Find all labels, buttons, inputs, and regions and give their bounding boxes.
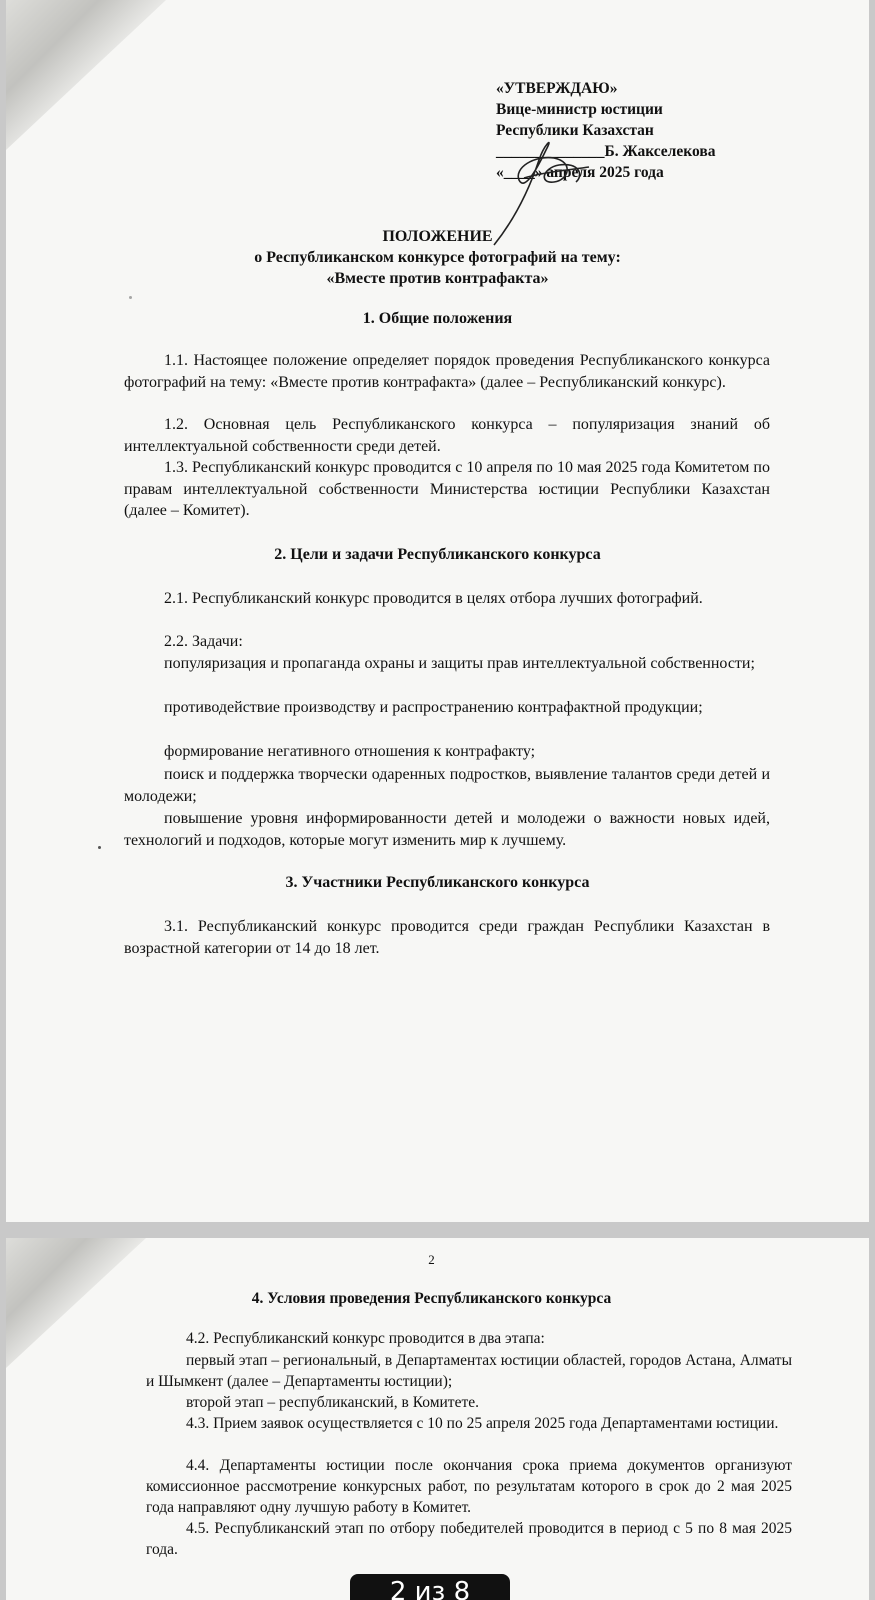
approval-country: Республики Казахстан xyxy=(496,122,654,139)
section-3-title: 3. Участники Республиканского конкурса xyxy=(285,874,590,891)
paragraph-1-2: 1.2. Основная цель Республиканского конкурса – популяризация знаний об интеллектуальной собственности среди детей. xyxy=(124,416,770,455)
scan-speck xyxy=(129,296,132,299)
task-item-1: популяризация и пропаганда охраны и защиты прав интеллектуальной собственности; xyxy=(164,655,755,672)
title-line-1: ПОЛОЖЕНИЕ xyxy=(382,228,493,245)
task-item-2: противодействие производству и распространению контрафактной продукции; xyxy=(164,699,703,716)
approval-date: «____» апреля 2025 года xyxy=(496,164,664,181)
page-fold-shadow xyxy=(6,0,166,150)
stage-item-1: первый этап – региональный, в Департаментах юстиции областей, городов Астана, Алматы и Шымкент (далее – Департаменты юстиции); xyxy=(146,1352,792,1390)
page-number: 2 xyxy=(428,1252,435,1267)
approval-position: Вице-министр юстиции xyxy=(496,101,663,118)
section-2-title: 2. Цели и задачи Республиканского конкурса xyxy=(274,546,601,563)
paragraph-4-3: 4.3. Прием заявок осуществляется с 10 по 25 апреля 2025 года Департаментами юстиции. xyxy=(186,1415,779,1432)
paragraph-1-1: 1.1. Настоящее положение определяет порядок проведения Республиканского конкурса фотографий на тему: «Вместе против контрафакта» (далее – Республиканский конкурс). xyxy=(124,352,770,391)
document-page-1 xyxy=(6,0,869,1222)
approval-heading: «УТВЕРЖДАЮ» xyxy=(496,80,618,97)
section-1-title: 1. Общие положения xyxy=(362,310,513,327)
scan-speck xyxy=(98,846,101,849)
title-line-3: «Вместе против контрафакта» xyxy=(326,270,549,287)
approval-signatory: ______________Б. Жакселекова xyxy=(496,143,716,160)
title-line-2: о Республиканском конкурсе фотографий на тему: xyxy=(254,249,621,266)
section-4-title: 4. Условия проведения Республиканского конкурса xyxy=(251,1290,612,1307)
task-item-3: формирование негативного отношения к контрафакту; xyxy=(164,743,536,760)
paragraph-1-3: 1.3. Республиканский конкурс проводится с 10 апреля по 10 мая 2025 года Комитетом по правам интеллектуальной собственности Министерства юстиции Республики Казахстан (далее – Комитет). xyxy=(124,459,770,519)
stage-item-2: второй этап – республиканский, в Комитете. xyxy=(186,1394,479,1411)
paragraph-4-2: 4.2. Республиканский конкурс проводится в два этапа: xyxy=(186,1330,545,1347)
paragraph-2-1: 2.1. Республиканский конкурс проводится в целях отбора лучших фотографий. xyxy=(164,590,703,607)
paragraph-2-2: 2.2. Задачи: xyxy=(164,633,243,650)
paragraph-4-5: 4.5. Республиканский этап по отбору победителей проводится в период с 5 по 8 мая 2025 года. xyxy=(146,1520,792,1558)
paragraph-3-1: 3.1. Республиканский конкурс проводится среди граждан Республики Казахстан в возрастной категории от 14 до 18 лет. xyxy=(124,918,770,957)
paragraph-4-4: 4.4. Департаменты юстиции после окончания срока приема документов организуют комиссионное рассмотрение конкурсных работ, по результатам которого в срок до 2 мая 2025 года направляют одну лучшую работу в Комитет. xyxy=(146,1457,792,1516)
task-item-4: поиск и поддержка творчески одаренных подростков, выявление талантов среди детей и молодежи; xyxy=(124,766,770,805)
document-title xyxy=(6,226,869,289)
task-item-5: повышение уровня информированности детей и молодежи о важности новых идей, технологий и подходов, которые могут изменить мир к лучшему. xyxy=(124,810,770,849)
page-indicator-badge: 2 из 8 xyxy=(350,1574,510,1600)
